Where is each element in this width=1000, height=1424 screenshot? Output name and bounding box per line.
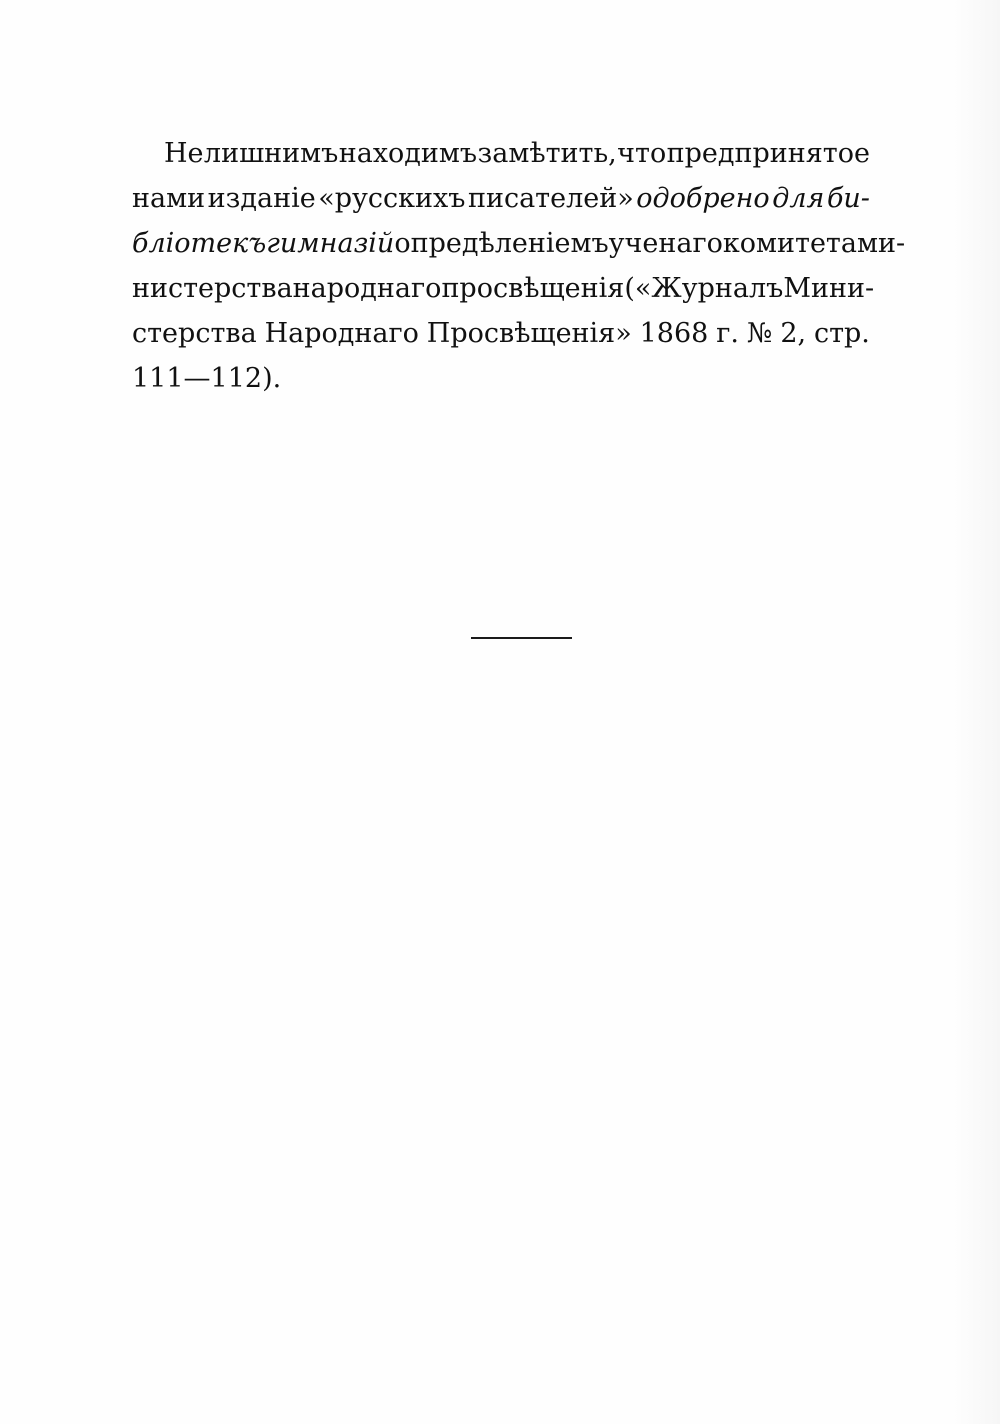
word: стерства — [132, 318, 257, 349]
word: лишнимъ — [203, 138, 339, 169]
section-rule — [471, 637, 572, 639]
italic-word: би- — [826, 183, 870, 214]
editorial-note — [132, 131, 906, 401]
word: 1868 — [639, 318, 709, 349]
word: 111—112). — [132, 363, 282, 394]
word: комитета — [722, 228, 857, 259]
word: изданіе — [207, 183, 316, 214]
italic-word: гимназій — [266, 228, 395, 259]
word: 2, — [780, 318, 807, 349]
word: ми- — [856, 228, 906, 259]
word: Мини- — [783, 273, 875, 304]
word: что — [617, 138, 667, 169]
word: замѣтить, — [477, 138, 617, 169]
italic-word: одобрено — [636, 183, 770, 214]
word: («Журналъ — [624, 273, 784, 304]
word: нистерства — [132, 273, 293, 304]
word: нами — [132, 183, 206, 214]
word: Просвѣщенія» — [426, 318, 632, 349]
text-line-3 — [132, 221, 906, 266]
text-line-6 — [132, 356, 870, 401]
word: предпринятое — [666, 138, 870, 169]
word: находимъ — [338, 138, 478, 169]
word: стр. — [813, 318, 870, 349]
word: Народнаго — [264, 318, 419, 349]
word: «русскихъ — [318, 183, 466, 214]
italic-word: бліотекъ — [132, 228, 267, 259]
word: г. — [716, 318, 739, 349]
word: Не — [164, 138, 204, 169]
word: просвѣщенія — [441, 273, 625, 304]
word: № — [746, 318, 773, 349]
word: народнаго — [292, 273, 442, 304]
italic-word: для — [772, 183, 825, 214]
text-line-4 — [132, 266, 875, 311]
text-line-2 — [132, 176, 870, 221]
page-edge-shadow — [952, 0, 1000, 1424]
text-line-5 — [132, 311, 870, 356]
word: писателей» — [467, 183, 634, 214]
text-line-1 — [132, 131, 870, 176]
word: опредѣленіемъ — [394, 228, 609, 259]
word: ученаго — [608, 228, 723, 259]
